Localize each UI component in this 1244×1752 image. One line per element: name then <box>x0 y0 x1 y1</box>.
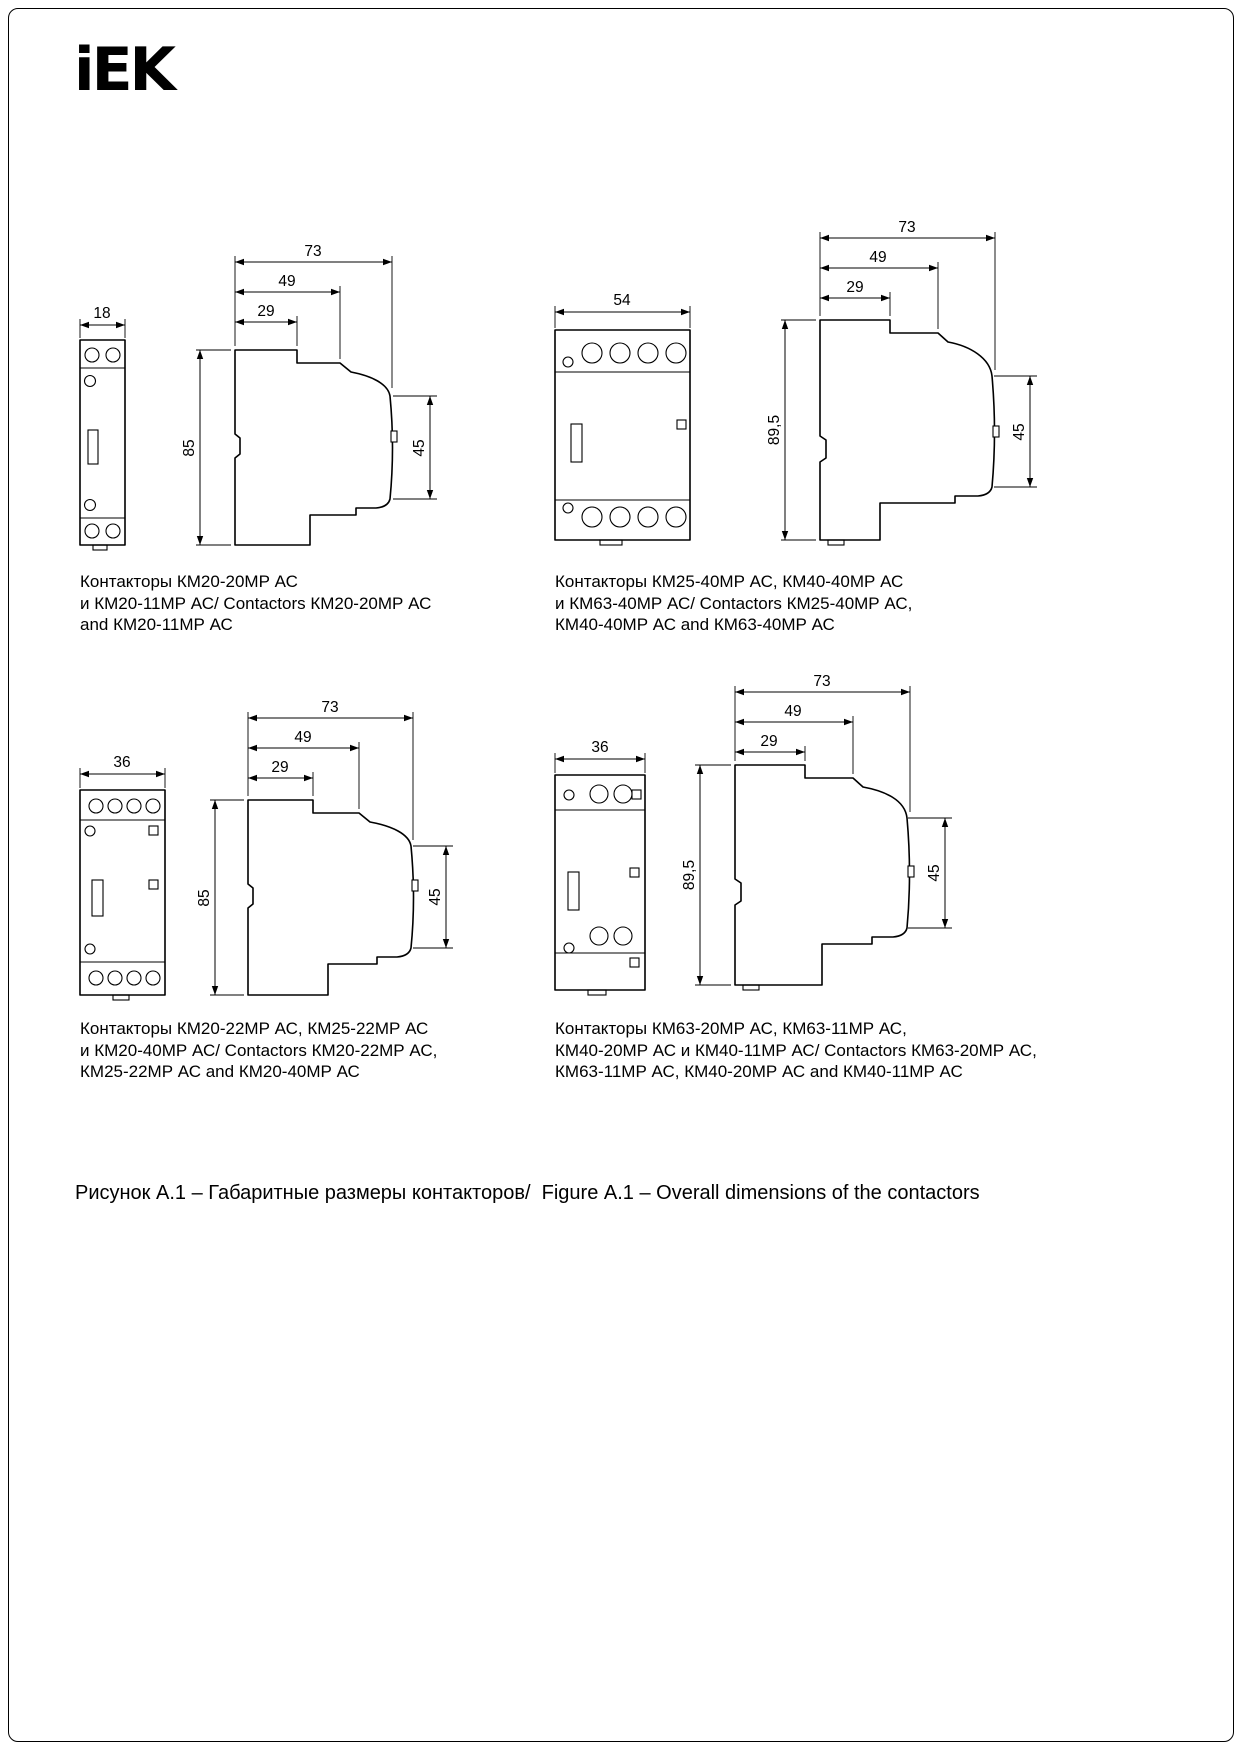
side-view-4 <box>735 765 914 990</box>
switch-lever <box>568 872 579 910</box>
front-latch <box>391 431 397 442</box>
dim-label-side-mid: 49 <box>869 249 887 266</box>
contactor-group-1 <box>80 243 437 550</box>
terminal-screw <box>89 799 103 813</box>
front-view-4 <box>555 775 645 995</box>
caption-line: Контакторы КМ63-20МР АС, КМ63-11МР АС, <box>555 1019 907 1038</box>
caption-line: и КМ20-40МР АС/ Contactors КМ20-22МР АС, <box>80 1040 438 1060</box>
switch-lever <box>92 880 103 916</box>
caption-line: КМ40-20МР АС и КМ40-11МР АС/ Contactors КМ63-20МР АС, <box>555 1040 1037 1060</box>
switch-lever <box>571 424 582 462</box>
dim-label-height: 85 <box>196 889 213 907</box>
front-view-outline <box>80 790 165 995</box>
dim-label-side-total: 73 <box>304 243 322 260</box>
terminal-screw <box>582 343 602 363</box>
indicator-window <box>149 880 158 889</box>
dimensions-2 <box>555 219 1037 540</box>
caption-line: КМ40-40МР АС and КМ63-40МР АС <box>555 615 835 634</box>
terminal-screw <box>563 357 573 367</box>
terminal-screw <box>638 343 658 363</box>
dim-label-front-height: 45 <box>411 439 428 457</box>
terminal-screw <box>85 500 96 511</box>
caption-group-4 <box>555 1018 1037 1083</box>
dim-label-side-total: 73 <box>898 219 916 236</box>
dim-label-side-mid: 49 <box>784 703 802 720</box>
terminal-screw <box>614 927 632 945</box>
front-latch <box>993 426 999 437</box>
iek-logo: iEK <box>74 35 174 105</box>
terminal-screw <box>127 799 141 813</box>
side-view-1 <box>235 350 397 545</box>
terminal-screw <box>127 971 141 985</box>
terminal-screw <box>85 524 99 538</box>
dim-label-front-width: 18 <box>93 305 111 322</box>
figure-caption: Рисунок А.1 – Габаритные размеры контакторов/ Figure А.1 – Overall dimensions of the contactors <box>75 1182 980 1204</box>
dim-label-side-total: 73 <box>321 699 339 716</box>
dim-label-front-height: 45 <box>427 888 444 906</box>
terminal-screw <box>106 524 120 538</box>
dim-label-side-mid: 49 <box>294 729 312 746</box>
dimensions-1 <box>80 243 437 545</box>
terminal-screw <box>590 785 608 803</box>
terminal-screw <box>146 799 160 813</box>
side-view-2 <box>820 320 999 545</box>
terminal-screw <box>85 826 95 836</box>
dim-label-height: 85 <box>181 439 198 457</box>
terminal-screw <box>85 348 99 362</box>
dim-label-front-width: 36 <box>591 739 609 756</box>
terminal-screw <box>638 507 658 527</box>
front-view-1 <box>80 340 125 550</box>
dim-label-front-width: 36 <box>113 754 131 771</box>
caption-group-1 <box>80 571 550 636</box>
caption-line: Контакторы КМ20-22МР АС, КМ25-22МР АС <box>80 1019 429 1038</box>
dim-label-side-top: 29 <box>846 279 864 296</box>
contactor-group-4 <box>555 673 952 995</box>
indicator-window <box>632 790 641 799</box>
dim-label-front-height: 45 <box>926 864 943 882</box>
caption-line: и КМ20-11МР АС/ Contactors КМ20-20МР АС <box>80 593 432 613</box>
dimensions-3 <box>80 699 453 995</box>
terminal-screw <box>666 343 686 363</box>
front-latch <box>412 880 418 891</box>
terminal-screw <box>108 799 122 813</box>
dim-label-side-top: 29 <box>760 733 778 750</box>
caption-line: КМ25-22МР АС and КМ20-40МР АС <box>80 1062 360 1081</box>
caption-line: и КМ63-40МР АС/ Contactors КМ25-40МР АС, <box>555 593 913 613</box>
terminal-screw <box>564 943 574 953</box>
caption-group-2 <box>555 571 1025 636</box>
indicator-window <box>149 826 158 835</box>
dim-label-side-total: 73 <box>813 673 831 690</box>
terminal-screw <box>85 944 95 954</box>
indicator-window <box>677 420 686 429</box>
caption-line: Контакторы КМ25-40МР АС, КМ40-40МР АС <box>555 572 904 591</box>
front-view-2 <box>555 330 690 545</box>
side-profile-outline <box>735 765 910 985</box>
dim-label-front-width: 54 <box>613 292 631 309</box>
dim-label-side-top: 29 <box>257 303 275 320</box>
side-profile-outline <box>235 350 393 545</box>
front-latch <box>908 866 914 877</box>
terminal-screw <box>610 507 630 527</box>
terminal-screw <box>564 790 574 800</box>
side-view-3 <box>248 800 418 995</box>
contactor-group-2 <box>555 219 1037 545</box>
terminal-screw <box>610 343 630 363</box>
dim-label-side-top: 29 <box>271 759 289 776</box>
caption-line: Контакторы КМ20-20МР АС <box>80 572 298 591</box>
caption-group-3 <box>80 1018 550 1083</box>
front-view-3 <box>80 790 165 1000</box>
dim-label-height: 89,5 <box>681 859 698 891</box>
dim-label-height: 89,5 <box>766 414 783 446</box>
terminal-screw <box>582 507 602 527</box>
terminal-screw <box>563 503 573 513</box>
indicator-window <box>630 958 639 967</box>
terminal-screw <box>614 785 632 803</box>
terminal-screw <box>85 376 96 387</box>
dim-label-front-height: 45 <box>1011 423 1028 441</box>
terminal-screw <box>666 507 686 527</box>
terminal-screw <box>89 971 103 985</box>
terminal-screw <box>590 927 608 945</box>
terminal-screw <box>146 971 160 985</box>
contactor-group-3 <box>80 699 453 1000</box>
terminal-screw <box>108 971 122 985</box>
side-profile-outline <box>248 800 414 995</box>
terminal-screw <box>106 348 120 362</box>
front-view-outline <box>555 330 690 540</box>
indicator-window <box>630 868 639 877</box>
caption-line: and КМ20-11МР АС <box>80 615 233 634</box>
front-view-outline <box>80 340 125 545</box>
side-profile-outline <box>820 320 995 540</box>
dim-label-side-mid: 49 <box>278 273 296 290</box>
caption-line: КМ63-11МР АС, КМ40-20МР АС and КМ40-11МР АС <box>555 1062 963 1081</box>
switch-lever <box>88 430 98 464</box>
